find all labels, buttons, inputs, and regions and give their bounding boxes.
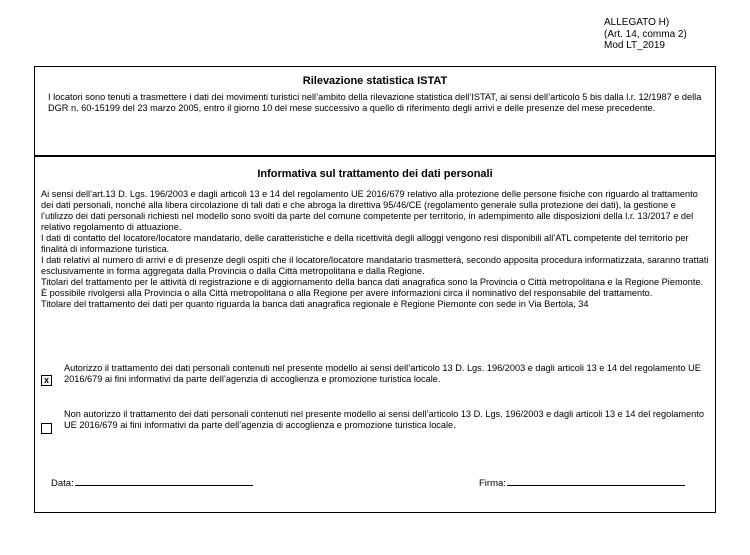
signature-input-line[interactable] bbox=[507, 476, 685, 486]
allegato-label: ALLEGATO H) bbox=[604, 17, 670, 28]
authorize-text: Autorizzo il trattamento dei dati personali contenuti nel presente modello ai sensi dell’articolo 13 D. Lgs. 196/2003 e dagli articoli 13 e 14 del regolamento UE 2016/679 ai fini informativi da parte dell’agenzia di accoglienza e promozione turistica locale. bbox=[64, 363, 701, 384]
date-label: Data: bbox=[51, 478, 74, 489]
signature-field[interactable] bbox=[479, 476, 685, 489]
privacy-section bbox=[34, 156, 716, 513]
date-input-line[interactable] bbox=[75, 476, 253, 486]
date-field[interactable] bbox=[51, 476, 253, 489]
privacy-title: Informativa sul trattamento dei dati personali bbox=[257, 168, 493, 180]
privacy-paragraph: Titolare del trattamento dei dati per quanto riguarda la banca dati anagrafica regionale è Regione Piemonte con sede in Via Bertola, 34 bbox=[41, 299, 589, 309]
deny-checkbox[interactable] bbox=[41, 423, 52, 434]
istat-title: Rilevazione statistica ISTAT bbox=[302, 75, 448, 87]
document-reference bbox=[604, 17, 687, 52]
privacy-paragraph: I dati relativi al numero di arrivi e di presenze degli ospiti che il locatore/locatore mandatario trasmetterà, secondo apposita procedura informatizzata, saranno trattati esclusivamente in forma aggregata dalla Provincia o dalla Città metropolitana e dalla Regione. bbox=[41, 255, 709, 276]
articolo-label: (Art. 14, comma 2) bbox=[604, 28, 687, 40]
signature-label: Firma: bbox=[479, 478, 506, 489]
privacy-paragraph: Titolari del trattamento per le attività di registrazione e di aggiornamento della banca dati anagrafica sono la Provincia o Città metropolitana e la Regione Piemonte. È possibile rivolgersi alla Provincia o alla Città metropolitana o alla Regione per avere informazioni circa il nominativo del responsabile del trattamento. bbox=[41, 277, 704, 298]
privacy-body bbox=[41, 189, 709, 310]
istat-section bbox=[34, 66, 716, 156]
modello-label: Mod LT_2019 bbox=[604, 40, 665, 51]
privacy-paragraph: Ai sensi dell’art.13 D. Lgs. 196/2003 e dagli articoli 13 e 14 del regolamento UE 2016/679 relativo alla protezione delle persone fisiche con riguardo al trattamento dei dati personali, nonché alla libera circolazione di tali dati e che abroga la direttiva 95/46/CE (regolamento generale sulla protezione dei dati), la gestione e l’utilizzo dei dati personali richiesti nel modello sono svolti da parte del comune competente per territorio, in adempimento alle disposizioni della l.r. 13/2017 e del relativo regolamento di attuazione. bbox=[41, 189, 698, 232]
deny-text: Non autorizzo il trattamento dei dati personali contenuti nel presente modello ai sensi dell’articolo 13 D. Lgs. 196/2003 e dagli articoli 13 e 14 del regolamento UE 2016/679 ai fini informativi da parte dell’agenzia di accoglienza e promozione turistica locale. bbox=[64, 409, 704, 430]
istat-text: I locatori sono tenuti a trasmettere i dati dei movimenti turistici nell’ambito della rilevazione statistica dell’ISTAT, ai sensi dell’articolo 5 bis dalla l.r. 12/1987 e della DGR n. 60-15199 del 23 marzo 2005, entro il giorno 10 del mese successivo a quello di riferimento degli arrivi e delle presenze del mese precedente. bbox=[48, 92, 702, 113]
privacy-paragraph: I dati di contatto del locatore/locatore mandatario, delle caratteristiche e della ricettività degli alloggi vengono resi disponibili all’ATL competente del territorio per finalità di informazione turistica. bbox=[41, 233, 689, 254]
authorize-checkbox[interactable]: x bbox=[41, 375, 52, 386]
